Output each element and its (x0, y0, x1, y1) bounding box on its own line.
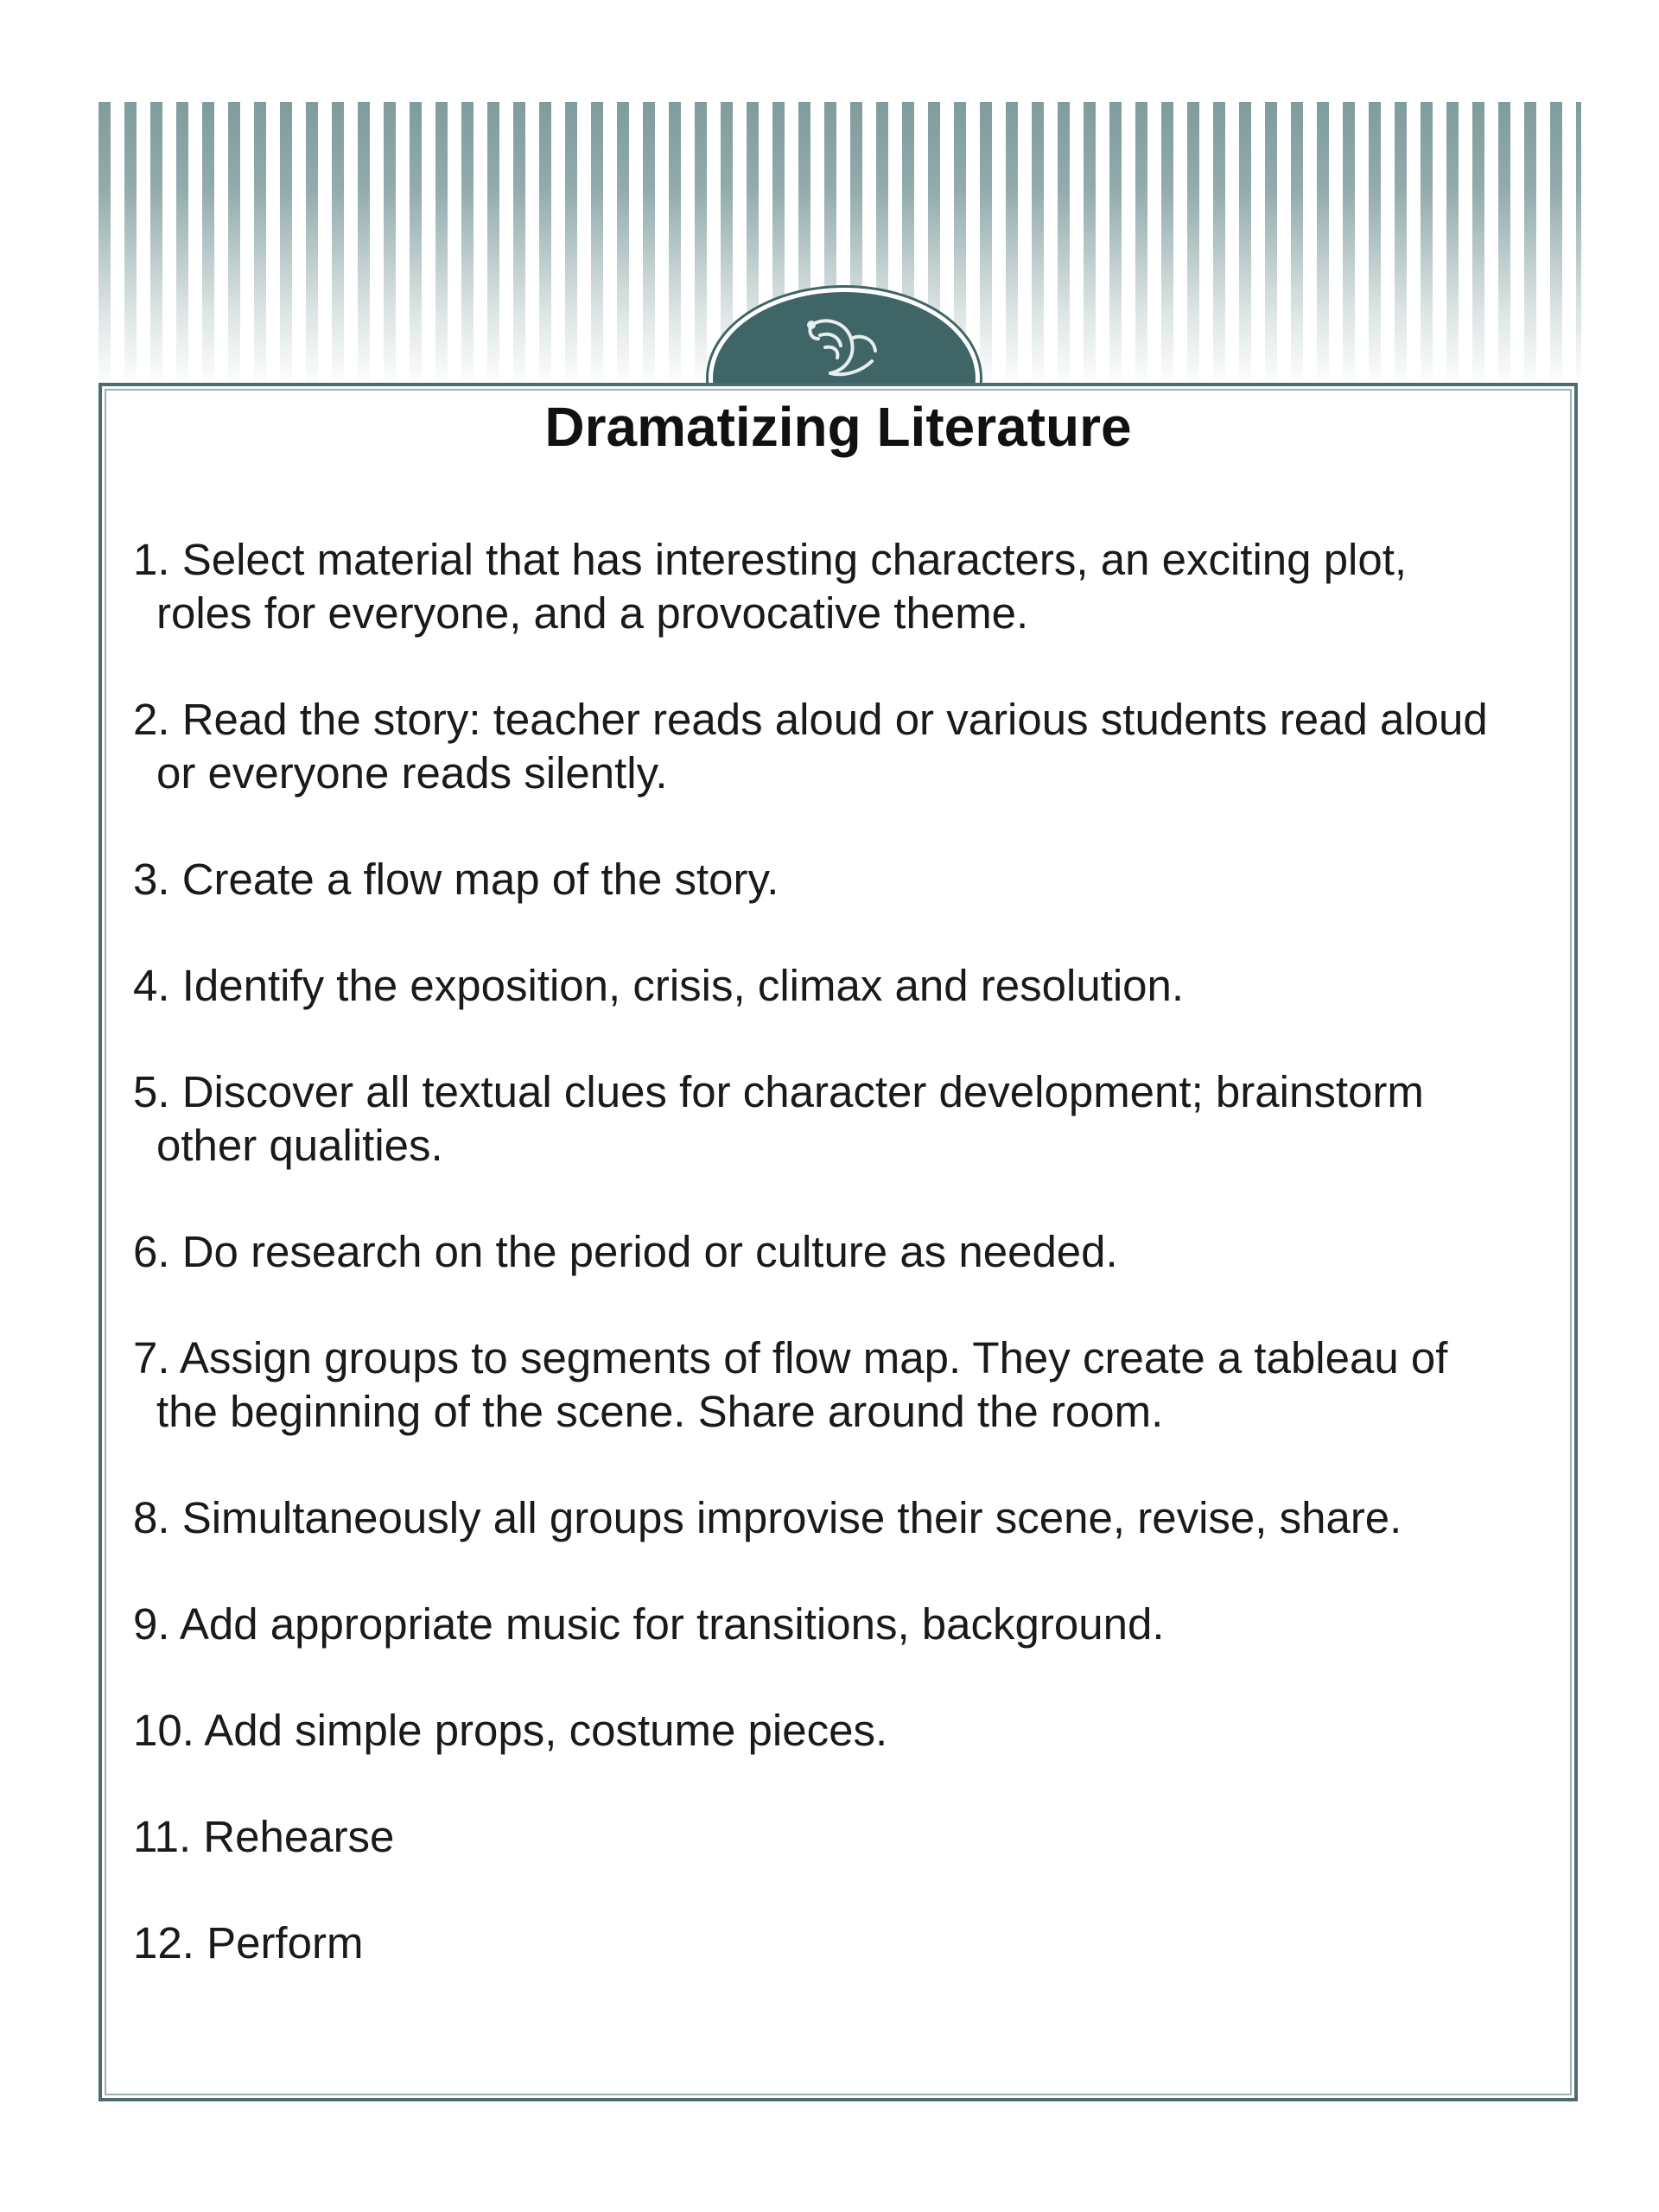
step-text: 3. Create a flow map of the story. (133, 855, 779, 904)
step-text: 9. Add appropriate music for transitions, background. (133, 1599, 1165, 1649)
step-text-continuation: other qualities. (156, 1121, 443, 1170)
step-text-continuation: roles for everyone, and a provocative theme. (156, 588, 1029, 638)
step-text: 8. Simultaneously all groups improvise their scene, revise, share. (133, 1493, 1402, 1542)
step-item (133, 1916, 1576, 1970)
step-text: 11. Rehearse (133, 1812, 395, 1861)
step-text: 7. Assign groups to segments of flow map. They create a tableau of (133, 1333, 1448, 1382)
step-item (133, 1704, 1576, 1758)
step-item (133, 1332, 1576, 1439)
step-text: 6. Do research on the period or culture as needed. (133, 1227, 1118, 1276)
step-item (133, 1598, 1576, 1651)
step-text-continuation: or everyone reads silently. (156, 748, 668, 798)
leaf-flourish-icon (799, 309, 889, 389)
step-item (133, 1810, 1576, 1864)
step-item (133, 533, 1576, 640)
step-text: 4. Identify the exposition, crisis, climax and resolution. (133, 961, 1185, 1010)
page-title: Dramatizing Literature (544, 396, 1132, 458)
step-text: 2. Read the story: teacher reads aloud or various students read aloud (133, 695, 1488, 744)
step-item (133, 1225, 1576, 1279)
step-text: 12. Perform (133, 1918, 364, 1967)
step-text: 10. Add simple props, costume pieces. (133, 1706, 888, 1755)
step-item (133, 1491, 1576, 1545)
step-item (133, 693, 1576, 800)
step-text: 1. Select material that has interesting characters, an exciting plot, (133, 535, 1408, 584)
step-item (133, 853, 1576, 906)
content-frame (99, 383, 1578, 2101)
step-item (133, 1065, 1576, 1173)
steps-list (133, 533, 1576, 2023)
step-text: 5. Discover all textual clues for character development; brainstorm (133, 1067, 1424, 1116)
step-item (133, 959, 1576, 1013)
step-text-continuation: the beginning of the scene. Share around the room. (156, 1387, 1164, 1436)
